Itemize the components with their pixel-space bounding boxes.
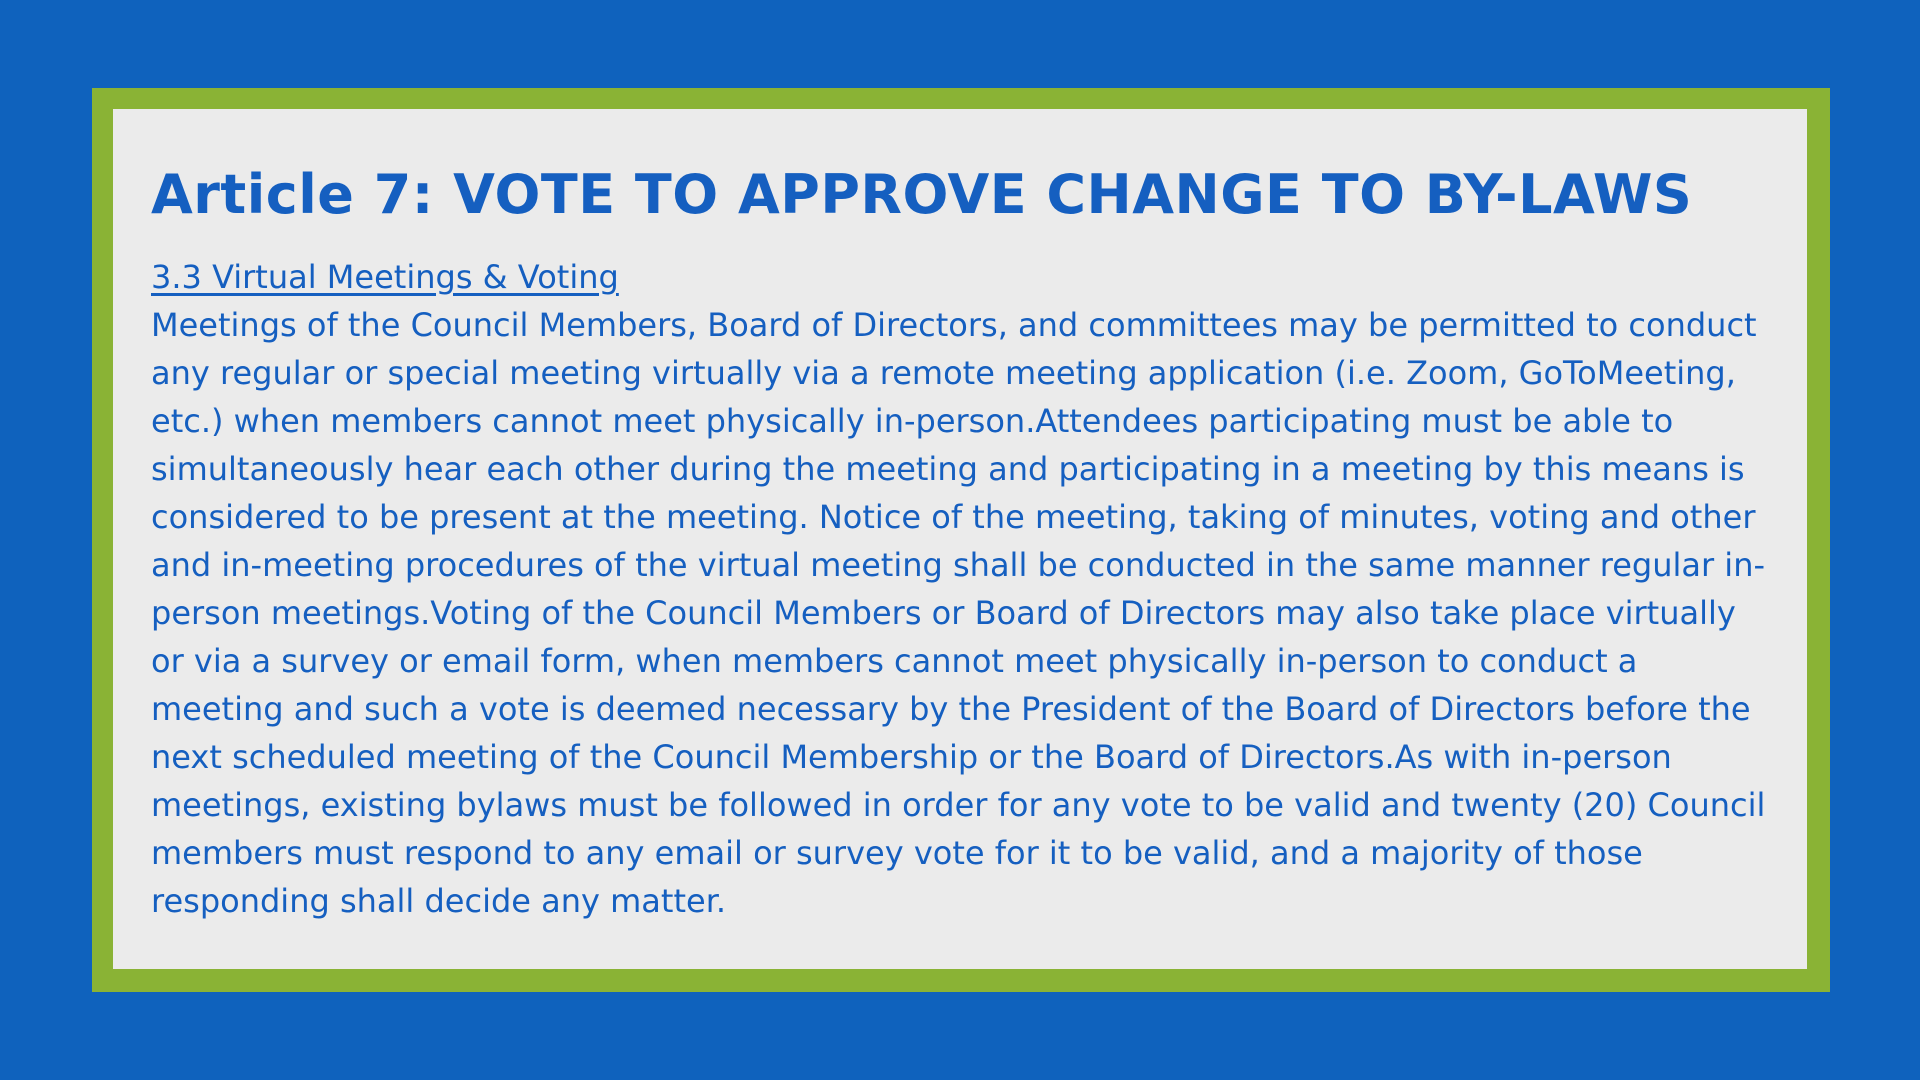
section-body: Meetings of the Council Members, Board of Directors, and committees may be permitted to conduct any regular or special meeting virtually via a remote meeting application (i.e. Zoom, GoToMeeting, etc.) when members cannot meet physically in-person.Attendees participating must be able to simultaneously hear each other during the meeting and participating in a meeting by this means is considered to be present at the meeting. Notice of the meeting, taking of minutes, voting and other and in-meeting procedures of the virtual meeting shall be conducted in the same manner regular in-person meetings.Voting of the Council Members or Board of Directors may also take place virtually or via a survey or email form, when members cannot meet physically in-person to conduct a meeting and such a vote is deemed necessary by the President of the Board of Directors before the next scheduled meeting of the Council Membership or the Board of Directors.As with in-person meetings, existing bylaws must be followed in order for any vote to be valid and twenty (20) Council members must respond to any email or survey vote for it to be valid, and a majority of those responding shall decide any matter. <box>151 306 1766 920</box>
slide-panel <box>113 109 1807 969</box>
slide-frame <box>92 88 1830 992</box>
section-heading: 3.3 Virtual Meetings & Voting <box>151 258 619 296</box>
slide-title: Article 7: VOTE TO APPROVE CHANGE TO BY-LAWS <box>151 163 1693 226</box>
